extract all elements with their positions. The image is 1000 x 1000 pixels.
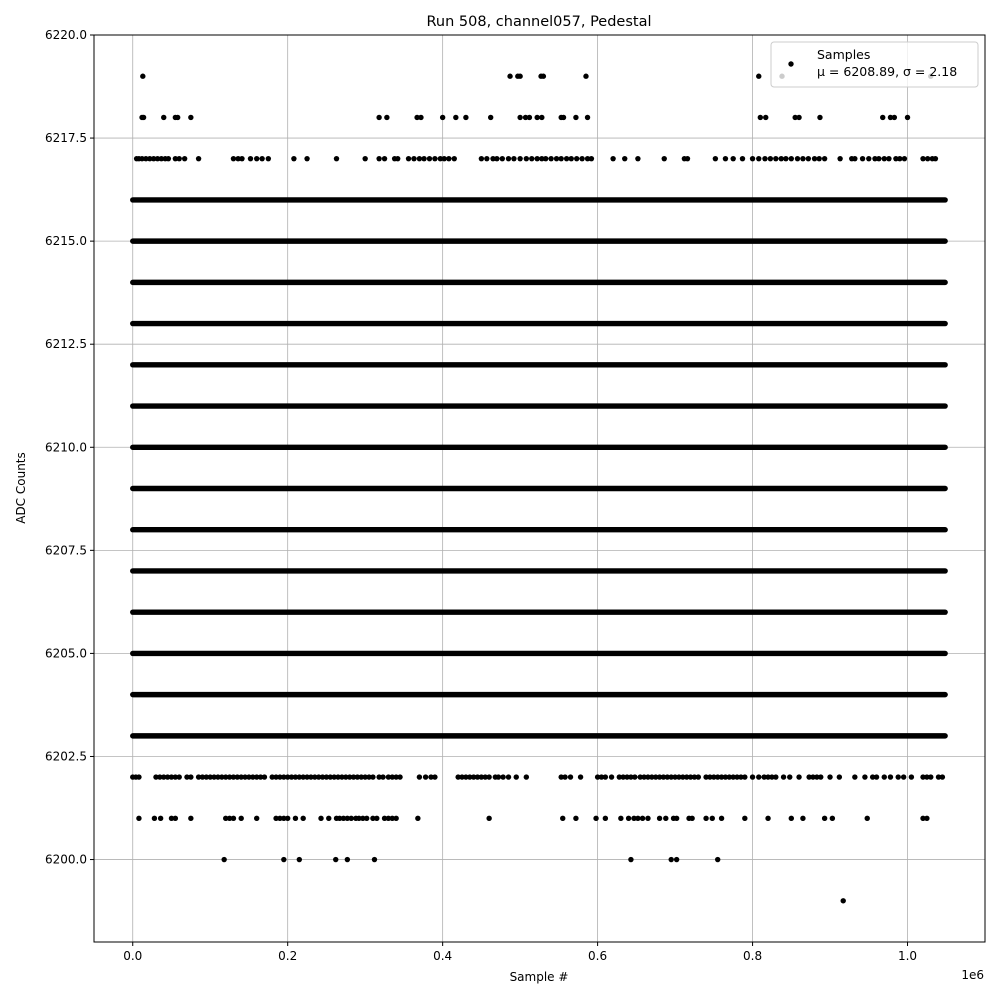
- y-tick-label: 6217.5: [45, 131, 87, 146]
- scatter-point: [781, 774, 786, 779]
- scatter-point: [384, 115, 389, 120]
- scatter-point: [818, 774, 823, 779]
- scatter-point: [933, 156, 938, 161]
- x-tick-label: 0.0: [123, 949, 143, 963]
- scatter-point: [640, 816, 645, 821]
- scatter-point: [837, 156, 842, 161]
- scatter-point: [539, 115, 544, 120]
- scatter-point: [860, 156, 865, 161]
- scatter-point: [514, 774, 519, 779]
- scatter-point: [564, 156, 569, 161]
- scatter-point: [479, 156, 484, 161]
- scatter-point: [496, 774, 501, 779]
- scatter-point: [610, 156, 615, 161]
- y-axis-label: ADC Counts: [14, 452, 28, 524]
- scatter-point: [583, 74, 588, 79]
- scatter-point: [177, 156, 182, 161]
- scatter-point: [432, 156, 437, 161]
- scatter-point: [562, 774, 567, 779]
- scatter-point: [318, 816, 323, 821]
- scatter-point: [507, 74, 512, 79]
- scatter-point: [182, 156, 187, 161]
- y-tick-label: 6202.5: [45, 749, 87, 764]
- scatter-point: [376, 156, 381, 161]
- scatter-point: [730, 156, 735, 161]
- scatter-point: [635, 816, 640, 821]
- scatter-point: [723, 156, 728, 161]
- scatter-point: [573, 816, 578, 821]
- scatter-point: [427, 156, 432, 161]
- scatter-point: [928, 774, 933, 779]
- scatter-point: [886, 156, 891, 161]
- scatter-point: [141, 115, 146, 120]
- scatter-point: [750, 774, 755, 779]
- scatter-point: [500, 156, 505, 161]
- scatter-point: [281, 857, 286, 862]
- scatter-point: [524, 774, 529, 779]
- scatter-point: [333, 857, 338, 862]
- scatter-point: [453, 115, 458, 120]
- scatter-point: [511, 156, 516, 161]
- scatter-point: [541, 74, 546, 79]
- scatter-point: [395, 156, 400, 161]
- scatter-point: [411, 156, 416, 161]
- scatter-point: [635, 156, 640, 161]
- scatter-point: [905, 115, 910, 120]
- y-tick-label: 6215.0: [45, 234, 87, 249]
- scatter-point: [488, 115, 493, 120]
- scatter-point: [534, 156, 539, 161]
- scatter-point: [901, 774, 906, 779]
- scatter-point: [892, 115, 897, 120]
- scatter-point: [248, 156, 253, 161]
- scatter-point: [779, 156, 784, 161]
- scatter-point: [765, 816, 770, 821]
- scatter-point: [382, 156, 387, 161]
- scatter-point: [715, 857, 720, 862]
- scatter-point: [334, 156, 339, 161]
- x-axis-label: Sample #: [509, 970, 569, 984]
- scatter-point: [573, 115, 578, 120]
- y-tick-label: 6212.5: [45, 337, 87, 352]
- scatter-point: [406, 156, 411, 161]
- x-tick-label: 0.6: [588, 949, 608, 963]
- scatter-point: [543, 156, 548, 161]
- chart-title: Run 508, channel057, Pedestal: [426, 14, 652, 30]
- scatter-point: [762, 156, 767, 161]
- scatter-point: [578, 774, 583, 779]
- scatter-point: [822, 816, 827, 821]
- scatter-point: [789, 156, 794, 161]
- scatter-point: [349, 816, 354, 821]
- scatter-point: [674, 857, 679, 862]
- scatter-point: [374, 816, 379, 821]
- scatter-point: [713, 156, 718, 161]
- scatter-point: [561, 115, 566, 120]
- scatter-point: [345, 857, 350, 862]
- scatter-point: [175, 115, 180, 120]
- scatter-point: [880, 115, 885, 120]
- scatter-point: [418, 115, 423, 120]
- scatter-point: [812, 156, 817, 161]
- scatter-point: [326, 816, 331, 821]
- scatter-point: [517, 156, 522, 161]
- scatter-point: [773, 156, 778, 161]
- scatter-point: [897, 156, 902, 161]
- scatter-point: [674, 816, 679, 821]
- scatter-point: [827, 774, 832, 779]
- scatter-point: [817, 115, 822, 120]
- scatter-point: [364, 816, 369, 821]
- scatter-point: [593, 816, 598, 821]
- scatter-point: [852, 774, 857, 779]
- scatter-point: [763, 115, 768, 120]
- scatter-point: [925, 156, 930, 161]
- scatter-point: [440, 115, 445, 120]
- scatter-point: [800, 156, 805, 161]
- scatter-point: [806, 156, 811, 161]
- scatter-point: [882, 156, 887, 161]
- scatter-point: [657, 816, 662, 821]
- scatter-point: [940, 774, 945, 779]
- scatter-point: [618, 816, 623, 821]
- scatter-point: [795, 156, 800, 161]
- y-tick-label: 6220.0: [45, 28, 87, 42]
- scatter-point: [188, 774, 193, 779]
- scatter-point: [161, 115, 166, 120]
- scatter-point: [669, 857, 674, 862]
- scatter-point: [662, 156, 667, 161]
- scatter-point: [645, 816, 650, 821]
- scatter-point: [896, 774, 901, 779]
- y-tick-label: 6207.5: [45, 543, 87, 558]
- scatter-point: [397, 774, 402, 779]
- scatter-point: [527, 115, 532, 120]
- scatter-point: [259, 156, 264, 161]
- scatter-point: [432, 774, 437, 779]
- scatter-point: [756, 74, 761, 79]
- scatter-point: [372, 857, 377, 862]
- scatter-point: [423, 774, 428, 779]
- y-tick-label: 6205.0: [45, 646, 87, 661]
- scatter-point: [393, 816, 398, 821]
- scatter-point: [560, 816, 565, 821]
- scatter-point: [177, 774, 182, 779]
- scatter-point: [888, 774, 893, 779]
- scatter-point: [486, 816, 491, 821]
- scatter-point: [609, 774, 614, 779]
- scatter-point: [773, 774, 778, 779]
- scatter-point: [750, 156, 755, 161]
- scatter-point: [506, 774, 511, 779]
- scatter-point: [297, 857, 302, 862]
- scatter-point: [589, 156, 594, 161]
- scatter-point: [486, 774, 491, 779]
- scatter-point: [380, 774, 385, 779]
- scatter-point: [740, 156, 745, 161]
- x-tick-label: 1.0: [897, 949, 918, 963]
- scatter-point: [622, 156, 627, 161]
- scatter-point: [796, 115, 801, 120]
- scatter-point: [796, 774, 801, 779]
- scatter-point: [710, 816, 715, 821]
- scatter-point: [568, 774, 573, 779]
- y-tick-label: 6200.0: [45, 852, 87, 867]
- scatter-point: [902, 156, 907, 161]
- scatter-point: [221, 857, 226, 862]
- scatter-point: [758, 115, 763, 120]
- scatter-point: [874, 774, 879, 779]
- scatter-point: [837, 774, 842, 779]
- scatter-point: [830, 816, 835, 821]
- scatter-point: [376, 115, 381, 120]
- scatter-point: [417, 156, 422, 161]
- scatter-point: [689, 816, 694, 821]
- scatter-point: [852, 156, 857, 161]
- scatter-point: [603, 816, 608, 821]
- scatter-point: [285, 816, 290, 821]
- scatter-point: [517, 115, 522, 120]
- scatter-point: [822, 156, 827, 161]
- scatter-point: [924, 816, 929, 821]
- scatter-point: [506, 156, 511, 161]
- scatter-point: [865, 816, 870, 821]
- scatter-point: [603, 774, 608, 779]
- x-tick-label: 0.8: [743, 949, 763, 963]
- scatter-point: [452, 156, 457, 161]
- scatter-point: [293, 816, 298, 821]
- scatter-point: [166, 156, 171, 161]
- legend-series-name: Samples: [817, 47, 871, 62]
- scatter-point: [188, 816, 193, 821]
- scatter-point: [882, 774, 887, 779]
- scatter-point: [579, 156, 584, 161]
- scatter-point: [626, 816, 631, 821]
- scatter-point: [719, 816, 724, 821]
- scatter-point: [569, 156, 574, 161]
- scatter-point: [254, 816, 259, 821]
- scatter-point: [446, 156, 451, 161]
- scatter-point: [231, 816, 236, 821]
- scatter-point: [558, 156, 563, 161]
- scatter-point: [442, 156, 447, 161]
- scatter-point: [417, 774, 422, 779]
- y-tick-label: 6210.0: [45, 440, 87, 455]
- scatter-point: [742, 774, 747, 779]
- x-axis-offset-label: 1e6: [961, 968, 984, 982]
- scatter-point: [816, 156, 821, 161]
- scatter-point: [463, 115, 468, 120]
- scatter-point: [152, 816, 157, 821]
- scatter-point: [685, 156, 690, 161]
- scatter-point: [534, 115, 539, 120]
- scatter-point: [866, 156, 871, 161]
- scatter-point: [876, 156, 881, 161]
- scatter-point: [742, 816, 747, 821]
- scatter-point: [756, 774, 761, 779]
- scatter-point: [158, 816, 163, 821]
- scatter-point: [628, 857, 633, 862]
- scatter-point: [524, 156, 529, 161]
- legend-marker: [788, 61, 793, 66]
- scatter-point: [196, 156, 201, 161]
- scatter-point: [254, 156, 259, 161]
- scatter-point: [548, 156, 553, 161]
- scatter-point: [136, 816, 141, 821]
- scatter-point: [632, 774, 637, 779]
- scatter-point: [239, 816, 244, 821]
- scatter-point: [768, 156, 773, 161]
- scatter-point: [703, 816, 708, 821]
- scatter-point: [421, 156, 426, 161]
- scatter-point: [188, 115, 193, 120]
- scatter-point: [239, 156, 244, 161]
- legend-stats: μ = 6208.89, σ = 2.18: [817, 64, 958, 79]
- scatter-point: [783, 156, 788, 161]
- scatter-point: [484, 156, 489, 161]
- scatter-point: [920, 156, 925, 161]
- scatter-point: [500, 774, 505, 779]
- x-tick-label: 0.2: [278, 949, 298, 963]
- scatter-point: [300, 816, 305, 821]
- scatter-point: [841, 898, 846, 903]
- scatter-point: [585, 115, 590, 120]
- scatter-point: [291, 156, 296, 161]
- legend: [771, 42, 978, 87]
- scatter-point: [800, 816, 805, 821]
- scatter-point: [266, 156, 271, 161]
- scatter-point: [574, 156, 579, 161]
- scatter-point: [663, 816, 668, 821]
- scatter-point: [140, 74, 145, 79]
- scatter-point: [909, 774, 914, 779]
- scatter-point: [415, 816, 420, 821]
- scatter-point: [554, 156, 559, 161]
- scatter-point: [304, 156, 309, 161]
- x-tick-label: 0.4: [433, 949, 453, 963]
- scatter-point: [370, 774, 375, 779]
- scatter-point: [696, 774, 701, 779]
- scatter-point: [862, 774, 867, 779]
- scatter-point: [756, 156, 761, 161]
- scatter-point: [262, 774, 267, 779]
- scatter-point: [173, 816, 178, 821]
- scatter-point: [136, 774, 141, 779]
- scatter-point: [231, 156, 236, 161]
- scatter-point: [787, 774, 792, 779]
- scatter-point: [529, 156, 534, 161]
- scatter-point: [362, 156, 367, 161]
- scatter-point: [494, 156, 499, 161]
- scatter-point: [517, 74, 522, 79]
- scatter-point: [789, 816, 794, 821]
